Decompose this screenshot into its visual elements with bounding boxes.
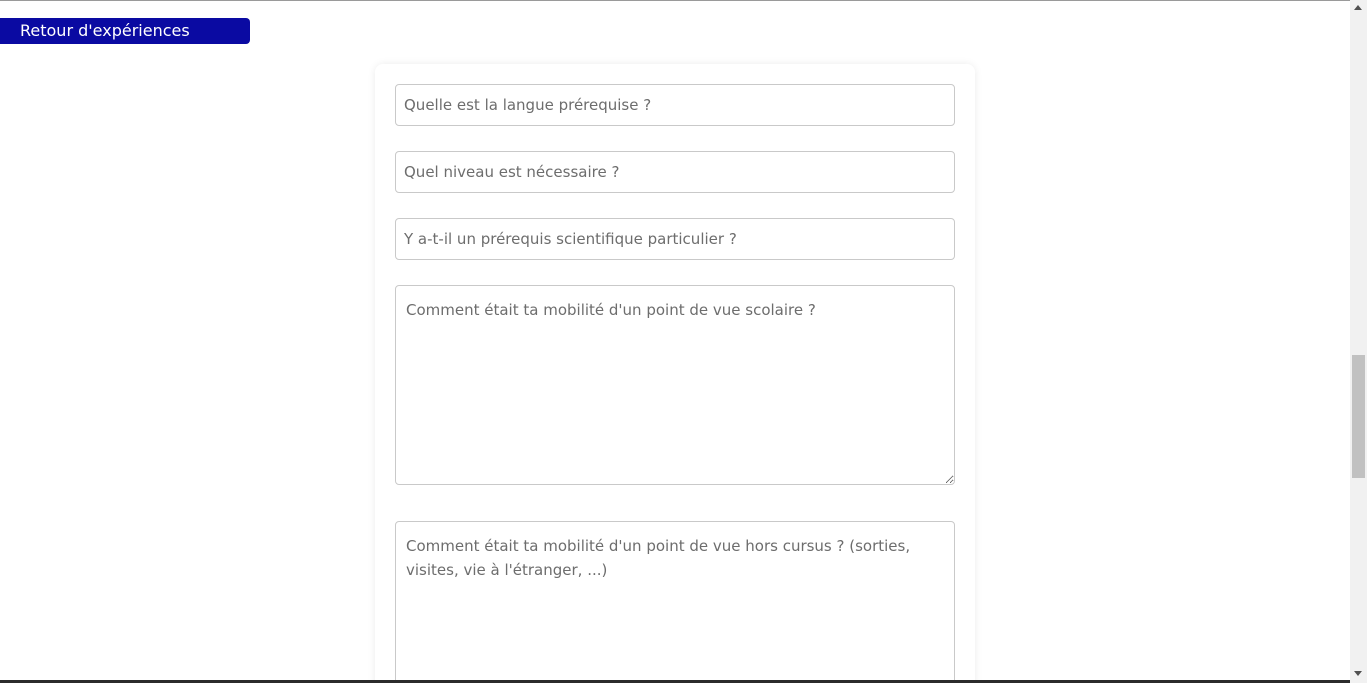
top-divider [0, 0, 1350, 1]
academic-mobility-textarea[interactable] [395, 285, 955, 485]
vertical-scrollbar[interactable] [1350, 0, 1367, 683]
back-to-experiences-button[interactable]: Retour d'expériences [0, 18, 250, 44]
language-prerequisite-input[interactable] [395, 84, 955, 126]
scroll-up-arrow-icon[interactable] [1354, 5, 1362, 10]
scrollbar-thumb[interactable] [1352, 355, 1365, 478]
required-level-input[interactable] [395, 151, 955, 193]
experience-form [375, 64, 975, 683]
scroll-down-arrow-icon[interactable] [1354, 671, 1362, 676]
extracurricular-mobility-textarea[interactable] [395, 521, 955, 683]
scientific-prerequisite-input[interactable] [395, 218, 955, 260]
